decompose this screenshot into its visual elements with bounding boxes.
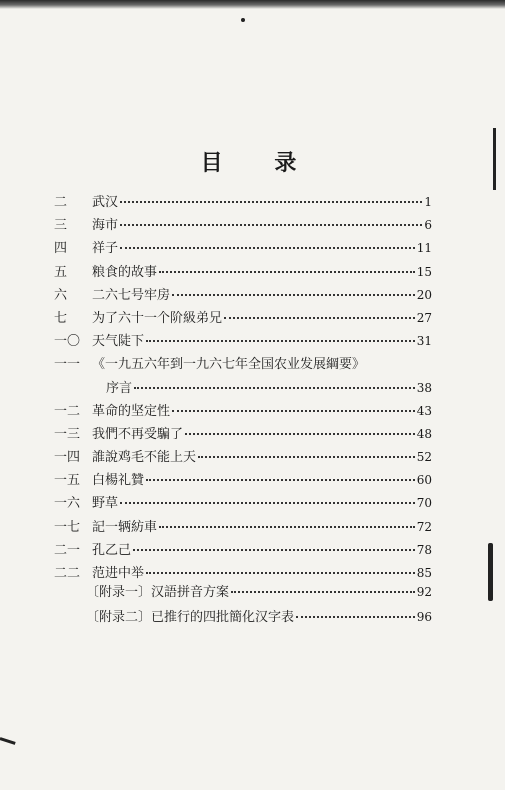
scan-edge-top — [0, 0, 505, 9]
entry-title: 〔附录一〕汉語拼音方案 — [86, 585, 230, 600]
chapter-number: 一六 — [54, 496, 81, 512]
toc-entry — [54, 284, 432, 307]
entry-title: 二六七号牢房 — [92, 287, 171, 303]
entry-title: 孔乙己 — [92, 542, 132, 558]
toc-entry — [54, 214, 432, 237]
chapter-number: 一五 — [54, 473, 81, 489]
entry-title: 海市 — [92, 218, 119, 234]
toc-entry — [54, 469, 432, 492]
dot-leader — [231, 590, 415, 593]
dot-leader — [146, 339, 415, 342]
table-of-contents — [54, 191, 432, 585]
chapter-number: 四 — [54, 241, 68, 257]
page-number: 85 — [416, 566, 432, 580]
dot-leader — [224, 316, 415, 319]
chapter-number: 一二 — [54, 403, 81, 419]
entry-title: 范进中举 — [92, 566, 145, 581]
page-number: 70 — [416, 496, 432, 511]
entry-title: 祥子 — [92, 241, 119, 257]
toc-entry — [86, 606, 432, 631]
chapter-number: 二二 — [54, 566, 81, 581]
chapter-number: 一一 — [54, 357, 81, 373]
dot-leader — [198, 455, 415, 458]
dot-leader — [146, 478, 415, 481]
entry-title: 我們不再受騙了 — [92, 426, 184, 442]
chapter-number: 一〇 — [54, 334, 81, 350]
toc-entry — [54, 516, 432, 539]
page-title: 目 录 — [200, 151, 319, 176]
page-number: 52 — [416, 450, 432, 465]
toc-entry — [54, 261, 432, 284]
dot-leader — [120, 223, 422, 226]
toc-entry — [86, 581, 432, 606]
dot-leader — [120, 246, 415, 249]
page-number: 60 — [416, 473, 432, 488]
toc-entry — [54, 539, 432, 562]
chapter-number: 三 — [54, 218, 68, 234]
dot-leader — [159, 270, 415, 273]
toc-entry — [54, 353, 432, 376]
entry-title: 粮食的故事 — [92, 264, 158, 280]
entry-title: 为了六十一个阶級弟兄 — [92, 310, 223, 326]
dot-leader — [134, 386, 415, 389]
page-number: 96 — [416, 610, 432, 624]
page-number: 43 — [416, 403, 432, 418]
scan-speck — [241, 18, 245, 22]
toc-entry — [54, 330, 432, 353]
toc-entry — [54, 307, 432, 330]
scan-edge-mark-left-bottom — [0, 737, 16, 745]
toc-entry — [54, 446, 432, 469]
chapter-number: 一七 — [54, 519, 81, 535]
toc-entry — [54, 423, 432, 446]
page-number: 72 — [416, 519, 432, 534]
chapter-number: 二一 — [54, 542, 81, 558]
page-number: 48 — [416, 426, 432, 441]
page-number: 20 — [416, 287, 432, 302]
entry-title: 武汉 — [92, 195, 119, 210]
toc-entry — [54, 377, 432, 400]
dot-leader — [120, 200, 422, 203]
dot-leader — [146, 571, 415, 574]
page-number: 15 — [416, 264, 432, 279]
page-number: 1 — [424, 195, 432, 209]
entry-title: 記一辆紡車 — [92, 519, 158, 535]
page-number: 6 — [424, 218, 432, 233]
toc-entry — [54, 237, 432, 260]
appendix-list — [86, 581, 432, 631]
page-number: 11 — [416, 241, 432, 256]
scan-edge-mark-right-lower — [488, 543, 493, 601]
entry-title: 天气陡下 — [92, 334, 145, 350]
entry-title: 誰說鸡毛不能上天 — [92, 450, 197, 466]
toc-entry — [54, 400, 432, 423]
entry-title: 〔附录二〕已推行的四批簡化汉字表 — [86, 610, 295, 625]
dot-leader — [172, 409, 415, 412]
toc-entry — [54, 191, 432, 214]
dot-leader — [120, 501, 415, 504]
chapter-number: 五 — [54, 264, 68, 280]
chapter-number: 二 — [54, 195, 68, 210]
dot-leader — [296, 615, 415, 618]
page-number: 78 — [416, 542, 432, 557]
toc-entry — [54, 492, 432, 515]
chapter-number: 一三 — [54, 426, 81, 442]
entry-title: 野草 — [92, 496, 119, 512]
dot-leader — [133, 548, 415, 551]
entry-title: 革命的坚定性 — [92, 403, 171, 419]
chapter-number: 六 — [54, 287, 68, 303]
chapter-number: 一四 — [54, 450, 81, 466]
dot-leader — [185, 432, 415, 435]
page-number: 92 — [416, 585, 432, 599]
entry-title: 《一九五六年到一九六七年全国农业发展綱要》 — [92, 357, 366, 373]
entry-title: 序言 — [106, 380, 133, 396]
page-number: 27 — [416, 310, 432, 325]
dot-leader — [159, 525, 415, 528]
page-number: 38 — [416, 380, 432, 395]
entry-title: 白楊礼贊 — [92, 473, 145, 489]
page-number: 31 — [416, 334, 432, 349]
chapter-number: 七 — [54, 310, 68, 326]
dot-leader — [172, 293, 415, 296]
